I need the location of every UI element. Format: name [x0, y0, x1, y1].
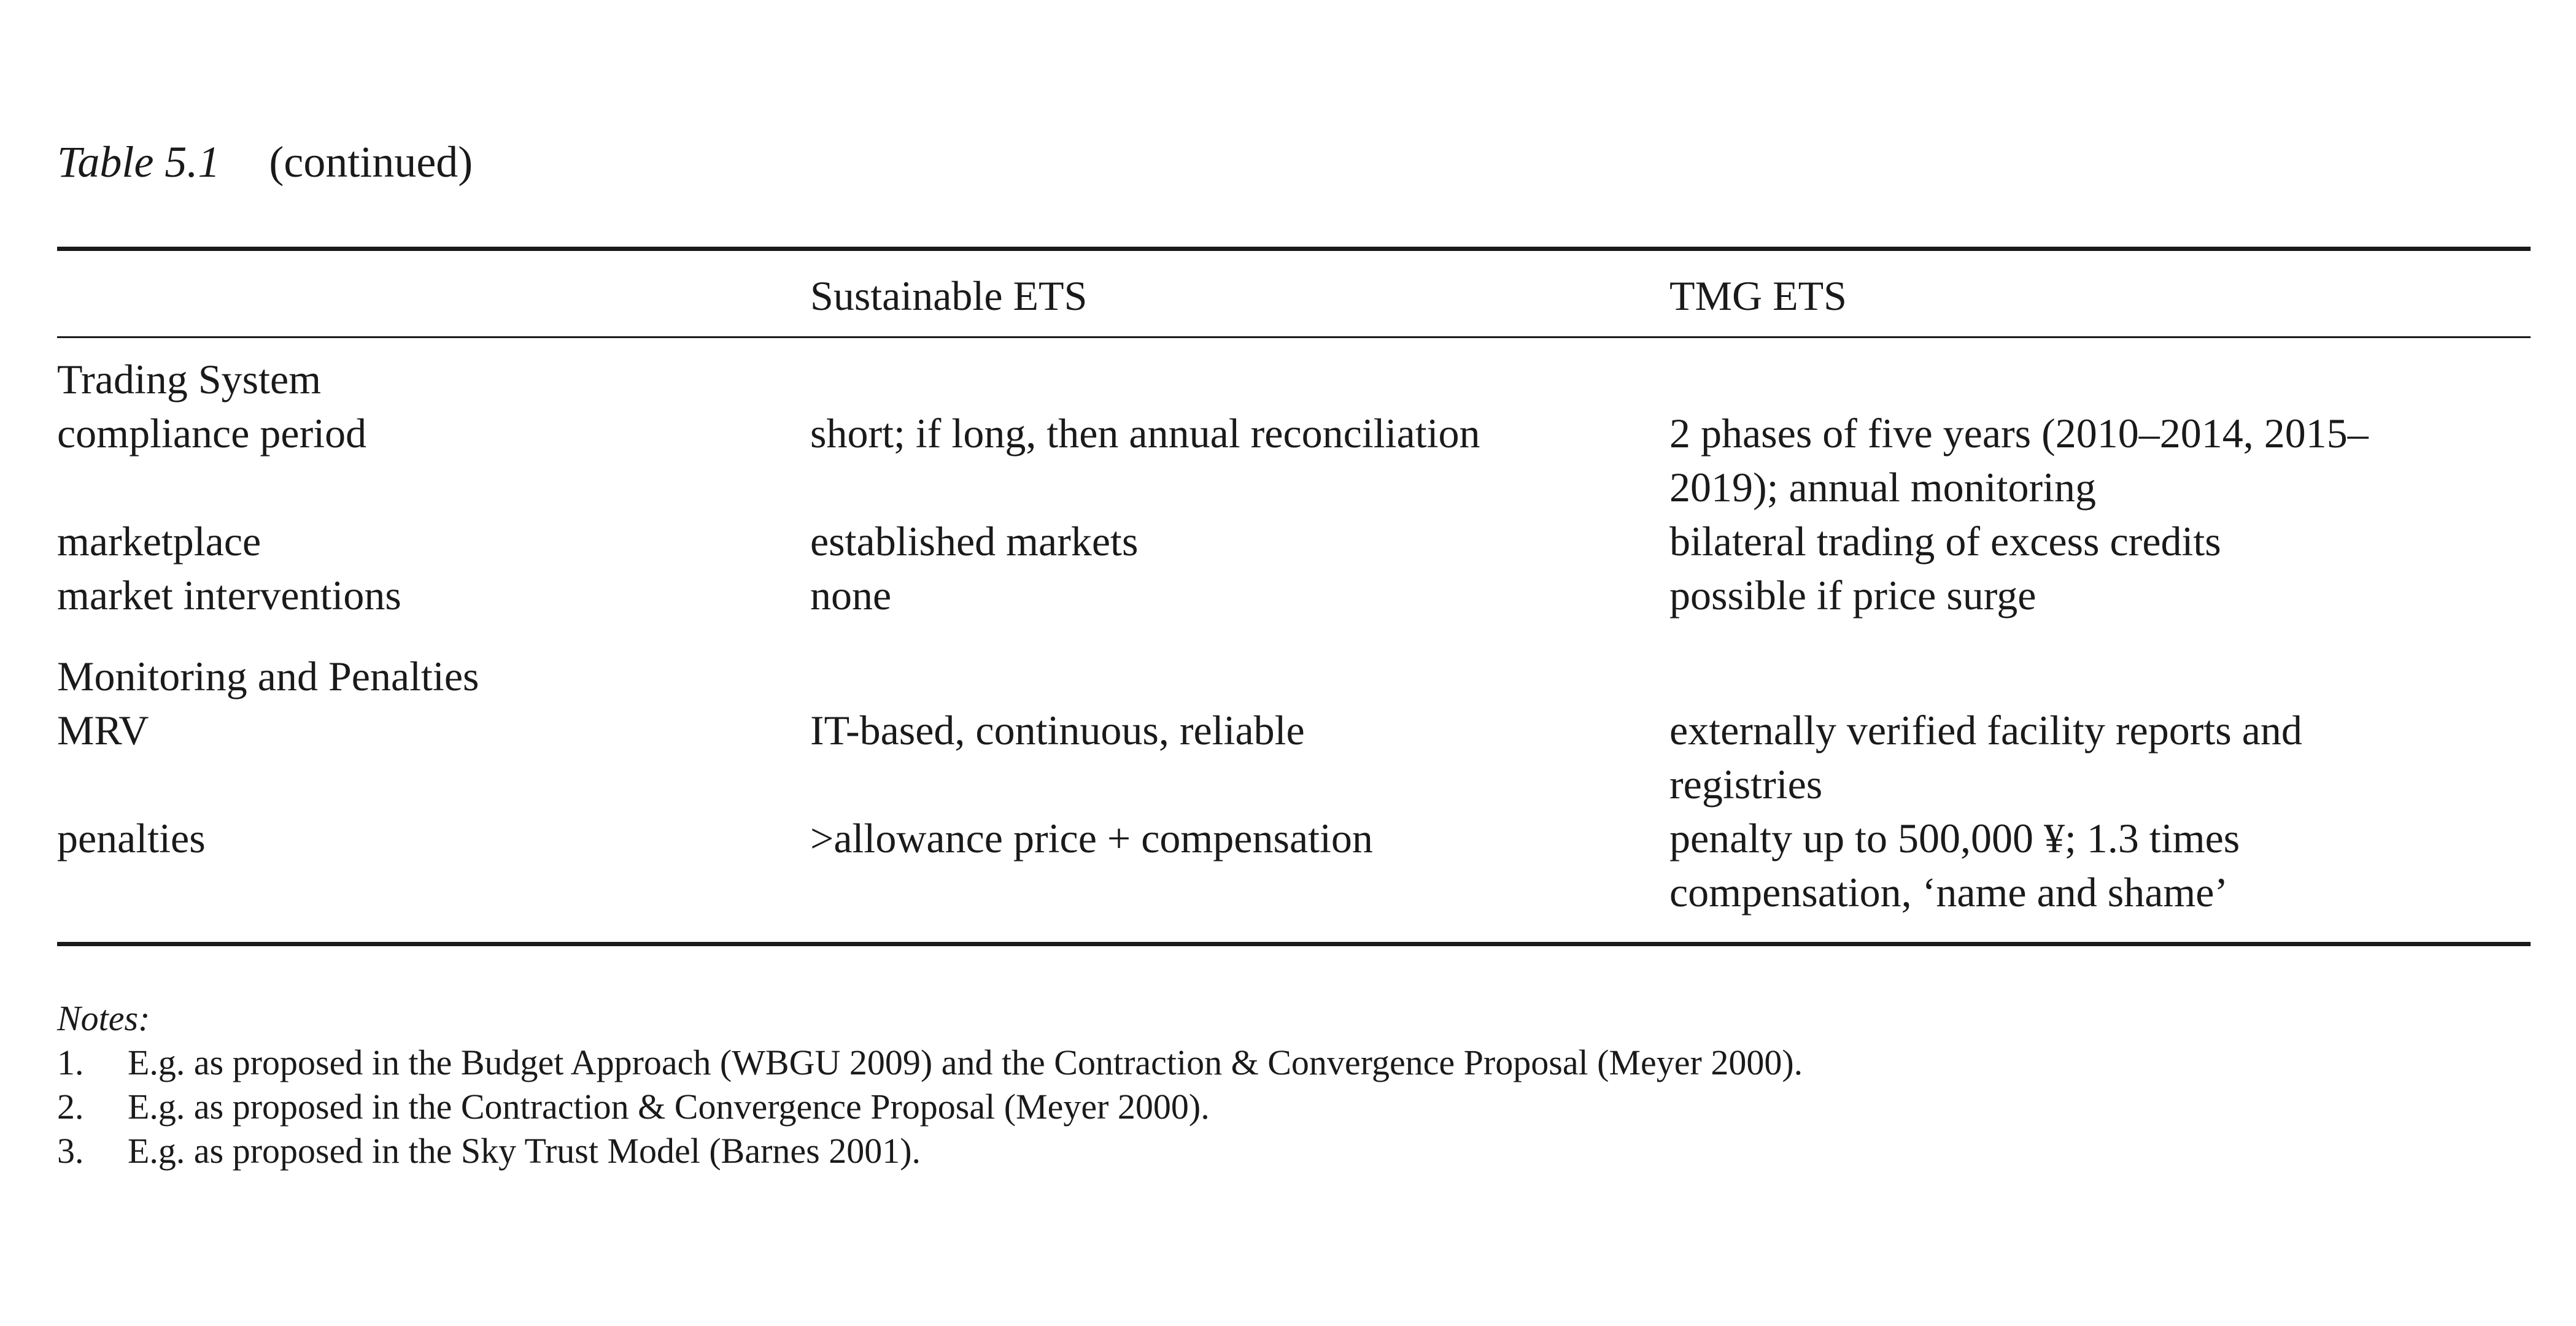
note-text: E.g. as proposed in the Budget Approach (WBGU 2009) and the Contraction & Convergence Proposal (Meyer 2000).	[128, 1043, 1803, 1082]
row-label-compliance-period: compliance period	[57, 410, 367, 457]
table-caption-continued: (continued)	[269, 137, 473, 187]
note-number: 3.	[57, 1131, 84, 1171]
row-label-marketplace: marketplace	[57, 518, 261, 565]
cell-tmg-compliance-period-line2: 2019); annual monitoring	[1669, 464, 2097, 511]
table-bottom-rule	[57, 942, 2531, 946]
column-header-tmg-ets: TMG ETS	[1669, 272, 1847, 319]
note-number: 2.	[57, 1087, 84, 1127]
cell-tmg-marketplace: bilateral trading of excess credits	[1669, 518, 2221, 565]
note-item	[57, 1129, 1803, 1173]
row-label-market-interventions: market interventions	[57, 572, 401, 619]
cell-tmg-penalties-line1: penalty up to 500,000 ¥; 1.3 times	[1669, 815, 2240, 862]
row-label-mrv: MRV	[57, 707, 149, 754]
note-item	[57, 1041, 1803, 1085]
cell-tmg-mrv-line2: registries	[1669, 761, 1823, 808]
column-header-sustainable-ets: Sustainable ETS	[810, 272, 1088, 319]
section-title-trading-system: Trading System	[57, 356, 322, 403]
note-text: E.g. as proposed in the Sky Trust Model (Barnes 2001).	[128, 1131, 921, 1171]
notes-heading: Notes:	[57, 998, 150, 1038]
cell-tmg-compliance-period-line1: 2 phases of five years (2010–2014, 2015–	[1669, 410, 2369, 457]
table-notes	[57, 996, 1803, 1173]
table-header-rule	[57, 336, 2531, 338]
note-number: 1.	[57, 1043, 84, 1082]
table-caption	[57, 137, 473, 187]
note-text: E.g. as proposed in the Contraction & Convergence Proposal (Meyer 2000).	[128, 1087, 1210, 1127]
cell-sustainable-compliance-period: short; if long, then annual reconciliation	[810, 410, 1480, 457]
row-label-penalties: penalties	[57, 815, 206, 862]
cell-sustainable-market-interventions: none	[810, 572, 892, 619]
cell-sustainable-marketplace: established markets	[810, 518, 1139, 565]
cell-sustainable-penalties: >allowance price + compensation	[810, 815, 1373, 862]
section-title-monitoring-and-penalties: Monitoring and Penalties	[57, 653, 479, 700]
cell-sustainable-mrv: IT-based, continuous, reliable	[810, 707, 1305, 754]
table-top-rule	[57, 247, 2531, 251]
cell-tmg-penalties-line2: compensation, ‘name and shame’	[1669, 869, 2229, 915]
note-item	[57, 1085, 1803, 1129]
cell-tmg-market-interventions: possible if price surge	[1669, 572, 2036, 619]
table-caption-label: Table 5.1	[57, 137, 220, 187]
cell-tmg-mrv-line1: externally verified facility reports and	[1669, 707, 2302, 754]
